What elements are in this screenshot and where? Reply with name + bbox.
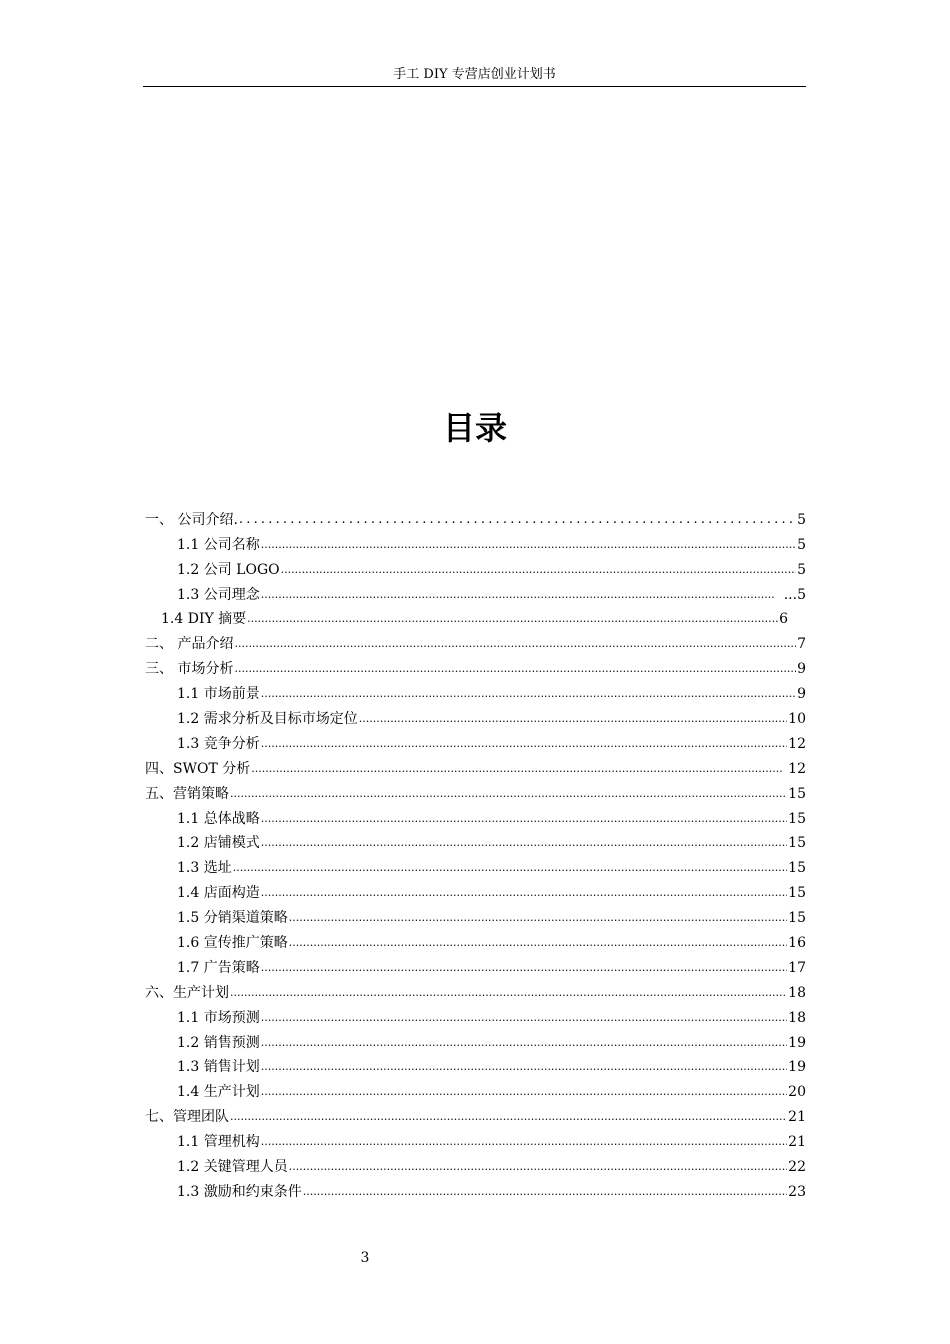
table-of-contents (143, 504, 806, 1201)
toc-entry[interactable] (143, 1176, 806, 1201)
toc-entry[interactable] (143, 728, 806, 753)
toc-entry-label: 1.5 分销渠道策略 (177, 910, 288, 927)
toc-entry-label: 1.3 销售计划 (177, 1059, 260, 1076)
toc-entry[interactable] (143, 828, 806, 853)
toc-entry-label: 一、 公司介绍. (145, 511, 238, 528)
toc-dot-leader (303, 1183, 787, 1201)
toc-entry-label: 1.1 市场预测 (177, 1009, 260, 1026)
toc-entry-label: 1.2 公司 LOGO (177, 561, 280, 578)
toc-dot-leader (261, 884, 787, 902)
toc-dot-leader (261, 685, 796, 703)
page-number: 3 (360, 1250, 370, 1266)
toc-dot-leader (251, 760, 782, 778)
page-title: 目录 (442, 409, 507, 447)
toc-entry-page: 15 (788, 835, 806, 852)
toc-entry-page: 5 (797, 511, 806, 528)
toc-entry-label: 1.4 店面构造 (177, 885, 260, 902)
toc-entry-page: 15 (788, 785, 806, 802)
toc-entry[interactable] (143, 604, 806, 629)
toc-entry-page: 12 (783, 760, 806, 777)
toc-entry-page: 21 (788, 1109, 806, 1126)
toc-dot-leader (261, 1009, 787, 1027)
toc-entry[interactable] (143, 803, 806, 828)
toc-entry-label: 1.1 市场前景 (177, 686, 260, 703)
toc-entry-label: 1.3 选址 (177, 860, 232, 877)
toc-entry-page: 19 (788, 1034, 806, 1051)
toc-entry[interactable] (143, 628, 806, 653)
toc-entry[interactable] (143, 1027, 806, 1052)
toc-entry-page: 17 (788, 959, 806, 976)
toc-entry-label: 1.3 公司理念 (177, 586, 260, 603)
toc-entry-label: 1.7 广告策略 (177, 959, 260, 976)
toc-entry-label: 1.4 生产计划 (177, 1084, 260, 1101)
toc-entry-page: 18 (788, 1009, 806, 1026)
toc-entry-page: 18 (788, 984, 806, 1001)
toc-entry-label: 1.3 激励和约束条件 (177, 1183, 302, 1200)
toc-entry[interactable] (143, 579, 806, 604)
toc-entry-page: 23 (788, 1183, 806, 1200)
toc-entry-page: 19 (788, 1059, 806, 1076)
toc-entry-page: 21 (788, 1134, 806, 1151)
toc-dot-leader (233, 859, 787, 877)
toc-entry-page: 9 (797, 686, 806, 703)
toc-entry-page: 6 (779, 611, 788, 628)
toc-entry[interactable] (143, 902, 806, 927)
toc-entry-label: 三、 市场分析 (145, 661, 234, 678)
toc-entry[interactable] (143, 504, 806, 529)
toc-entry[interactable] (143, 778, 806, 803)
toc-dot-leader (261, 1058, 787, 1076)
toc-entry[interactable] (143, 952, 806, 977)
toc-entry-label: 七、管理团队 (145, 1109, 229, 1126)
toc-entry[interactable] (143, 753, 806, 778)
toc-dot-leader (289, 909, 787, 927)
toc-entry[interactable] (143, 927, 806, 952)
toc-entry-label: 1.2 关键管理人员 (177, 1159, 288, 1176)
toc-entry-page: 15 (788, 910, 806, 927)
toc-entry-page: 12 (788, 735, 806, 752)
toc-dot-leader (261, 1133, 787, 1151)
toc-entry-page: 20 (788, 1084, 806, 1101)
toc-entry[interactable] (143, 977, 806, 1002)
toc-dot-leader (261, 1083, 787, 1101)
toc-entry[interactable] (143, 1151, 806, 1176)
toc-entry-page: 15 (788, 810, 806, 827)
toc-entry-page: 15 (788, 860, 806, 877)
toc-entry[interactable] (143, 1002, 806, 1027)
toc-dot-leader (230, 785, 787, 803)
toc-dot-leader (289, 1158, 787, 1176)
toc-entry-label: 1.1 总体战略 (177, 810, 260, 827)
toc-dot-leader (261, 1034, 787, 1052)
toc-dot-leader (281, 561, 796, 579)
toc-entry-page: 10 (788, 711, 806, 728)
toc-entry-page: 9 (797, 661, 806, 678)
toc-entry-label: 1.1 管理机构 (177, 1134, 260, 1151)
toc-entry[interactable] (143, 653, 806, 678)
toc-entry-page: 7 (797, 636, 806, 653)
toc-entry[interactable] (143, 678, 806, 703)
toc-entry-page: 16 (788, 935, 806, 952)
toc-dot-leader (359, 710, 787, 728)
toc-entry[interactable] (143, 1052, 806, 1077)
toc-entry-label: 1.2 需求分析及目标市场定位 (177, 711, 358, 728)
toc-entry-page: 15 (788, 885, 806, 902)
running-header: 手工 DIY 专营店创业计划书 (393, 67, 556, 82)
toc-entry-label: 四、SWOT 分析 (145, 760, 251, 777)
toc-dot-leader (234, 635, 796, 653)
toc-entry[interactable] (143, 1076, 806, 1101)
toc-dot-leader (261, 536, 796, 554)
toc-dot-leader (247, 610, 778, 628)
toc-entry[interactable] (143, 703, 806, 728)
toc-entry-label: 六、生产计划 (145, 984, 229, 1001)
toc-entry-label: 1.2 店铺模式 (177, 835, 260, 852)
toc-entry[interactable] (143, 852, 806, 877)
toc-dot-leader (239, 511, 796, 529)
toc-entry-label: 五、营销策略 (145, 785, 229, 802)
toc-dot-leader (234, 660, 796, 678)
toc-dot-leader (261, 810, 787, 828)
toc-entry[interactable] (143, 1101, 806, 1126)
toc-entry-label: 1.3 竞争分析 (177, 735, 260, 752)
header-divider (143, 86, 806, 87)
toc-entry-page: ...5 (774, 586, 806, 603)
toc-entry-page: 5 (797, 536, 806, 553)
toc-dot-leader (289, 934, 787, 952)
toc-entry-label: 1.1 公司名称 (177, 536, 260, 553)
toc-dot-leader (261, 735, 787, 753)
toc-dot-leader (230, 1108, 787, 1126)
toc-dot-leader (230, 984, 787, 1002)
toc-entry-page: 22 (788, 1159, 806, 1176)
toc-dot-leader (261, 834, 787, 852)
toc-entry-page: 5 (797, 561, 806, 578)
toc-entry-label: 1.2 销售预测 (177, 1034, 260, 1051)
toc-entry[interactable] (143, 554, 806, 579)
toc-entry-label: 二、 产品介绍 (145, 636, 234, 653)
toc-entry[interactable] (143, 1126, 806, 1151)
toc-dot-leader (261, 959, 787, 977)
toc-dot-leader (261, 586, 774, 604)
toc-entry[interactable] (143, 529, 806, 554)
toc-entry-label: 1.6 宣传推广策略 (177, 935, 288, 952)
toc-entry-label: 1.4 DIY 摘要 (161, 611, 247, 628)
toc-entry[interactable] (143, 877, 806, 902)
